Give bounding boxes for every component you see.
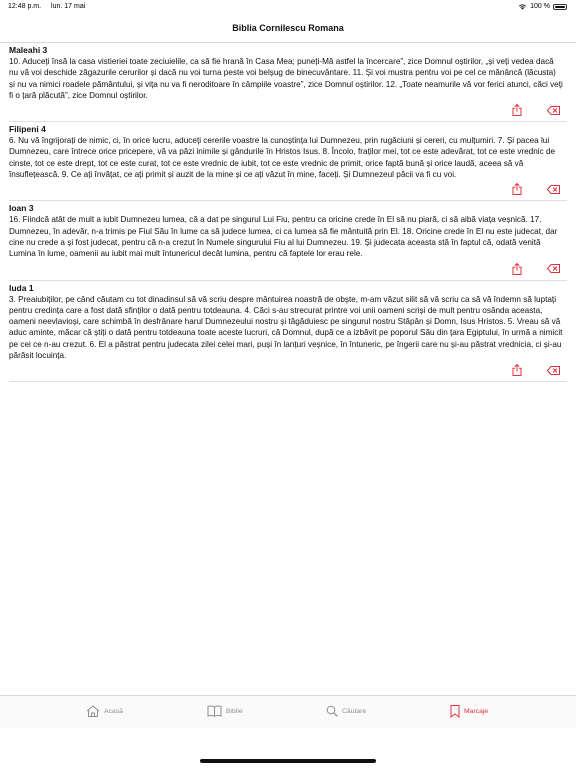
home-indicator[interactable] [200,759,376,763]
bookmark-entry[interactable] [9,122,567,201]
verse-text: 3. Preaiubiților, pe când căutam cu tot dinadinsul să vă scriu despre mântuirea noastră de obște, m-am văzut silit să vă scriu ca să vă îndemn să luptați pentru credința care a fost dată sfinților o dată pentru totdeauna. 4. Căci s-au strecurat printre voi unii oameni scriși de mult pentru osânda aceasta, oameni neevlavioși, care schimbă în desfrânare harul Dumnezeului nostru și tăgăduiesc pe singurul nostru Stăpân și Domn, Isus Hristos. 5. Vreau să vă aduc aminte, măcar că știți o dată pentru totdeauna toate aceste lucruri, că Domnul, după ce a izbăvit pe poporul Său din țara Egiptului, în urmă a nimicit pe cei ce n-au crezut. 6. El a păstrat pentru judecata zilei celei mari, puși în lanțuri veșnice, în întuneric, pe îngerii care nu și-au păstrat vrednicia, ci și-au părăsit locuința. [9,294,563,361]
tab-search[interactable] [326,705,366,717]
verse-reference: Iuda 1 [9,282,34,293]
delete-icon [547,106,560,115]
verse-text: 6. Nu vă îngrijorați de nimic, ci, în orice lucru, aduceți cererile voastre la cunoștința lui Dumnezeu, prin rugăciuni și cereri, cu mulțumiri. 7. Și pacea lui Dumnezeu, care întrece orice pricepere, vă va păzi inimile și gândurile în Hristos Isus. 8. Încolo, fraților mei, tot ce este adevărat, tot ce este vrednic de cinste, tot ce este drept, tot ce este curat, tot ce este vrednic de iubit, tot ce este vrednic de primit, orice faptă bună și orice laudă, aceea să vă însuflețească. 9. Ce ați învățat, ce ați primit și auzit de la mine și ce ați văzut în mine, faceți. Și Dumnezeul păcii va fi cu voi. [9,136,556,180]
bookmark-entry[interactable] [9,201,567,280]
status-bar [0,0,576,14]
status-date: lun. 17 mai [51,3,86,10]
delete-bookmark-button[interactable] [545,182,561,196]
tab-bar [0,695,576,728]
verse-text: 10. Aduceți însă la casa vistieriei toate zeciuielile, ca să fie hrană în Casa Mea; puneți-Mă astfel la încercare”, zice Domnul oștirilor, „și veți vedea dacă nu vă voi deschide zăgazurile cerurilor și dacă nu voi turna peste voi belșug de binecuvântare. 11. Și voi mustra pentru voi pe cel ce mănâncă (lăcusta) și nu va nimici roadele pământului, și vița nu va fi neroditoare în câmpiile voastre”, zice Domnul oștirilor. 12. „Toate neamurile vă vor ferici atunci, căci veți fi o țară plăcută”, zice Domnul oștirilor. [9,57,563,100]
delete-icon [547,264,560,273]
tab-bookmarks[interactable] [450,705,488,718]
tab-label: Căutare [342,707,367,715]
delete-bookmark-button[interactable] [545,262,561,276]
share-button[interactable] [509,103,525,117]
tab-label: Acasă [104,707,123,715]
bookmark-icon [450,705,460,718]
battery-icon [553,4,567,10]
share-button[interactable] [509,182,525,196]
bookmark-list[interactable] [0,43,576,382]
share-icon [512,364,522,376]
delete-bookmark-button[interactable] [545,363,561,377]
verse-text: 16. Fiindcă atât de mult a iubit Dumnezeu lumea, că a dat pe singurul Lui Fiu, pentru ca oricine crede în El să nu piară, ci să aibă viața veșnică. 17. Dumnezeu, în adevăr, n-a trimis pe Fiul Său în lume ca să judece lumea, ci ca lumea să fie mântuită prin El. 18. Oricine crede în El nu este judecat, dar cine nu crede a și fost judecat, pentru că n-a crezut în Numele singurului Fiu al lui Dumnezeu. 19. Și judecata aceasta stă în faptul că, odată venită Lumina în lume, oamenii au iubit mai mult întunericul decât lumina, pentru că faptele lor erau rele. [9,215,558,259]
share-icon [512,183,522,195]
tab-home[interactable] [86,705,123,717]
share-icon [512,104,522,116]
wifi-icon [518,3,527,10]
share-button[interactable] [509,262,525,276]
status-right [518,3,567,10]
bookmark-entry[interactable] [9,43,567,122]
bookmark-entry[interactable] [9,281,567,383]
status-left [8,3,93,10]
share-icon [512,263,522,275]
home-icon [86,705,100,717]
delete-bookmark-button[interactable] [545,103,561,117]
search-icon [326,705,338,717]
share-button[interactable] [509,363,525,377]
page-title: Biblia Cornilescu Romana [232,23,344,33]
navigation-bar [0,14,576,43]
entry-actions [9,260,567,280]
verse-reference: Ioan 3 [9,203,34,214]
verse-reference: Filipeni 4 [9,124,46,135]
book-icon [207,705,222,717]
entry-actions [9,180,567,200]
tab-label: Marcaje [464,708,489,715]
battery-percent: 100 % [530,3,550,10]
tab-bible[interactable] [207,705,243,717]
verse-reference: Maleahi 3 [9,45,48,55]
status-time: 12:48 p.m. [8,3,42,10]
delete-icon [547,185,560,194]
entry-actions [9,361,567,381]
entry-actions [9,101,567,121]
delete-icon [547,366,560,375]
tab-label: Biblie [226,707,243,715]
